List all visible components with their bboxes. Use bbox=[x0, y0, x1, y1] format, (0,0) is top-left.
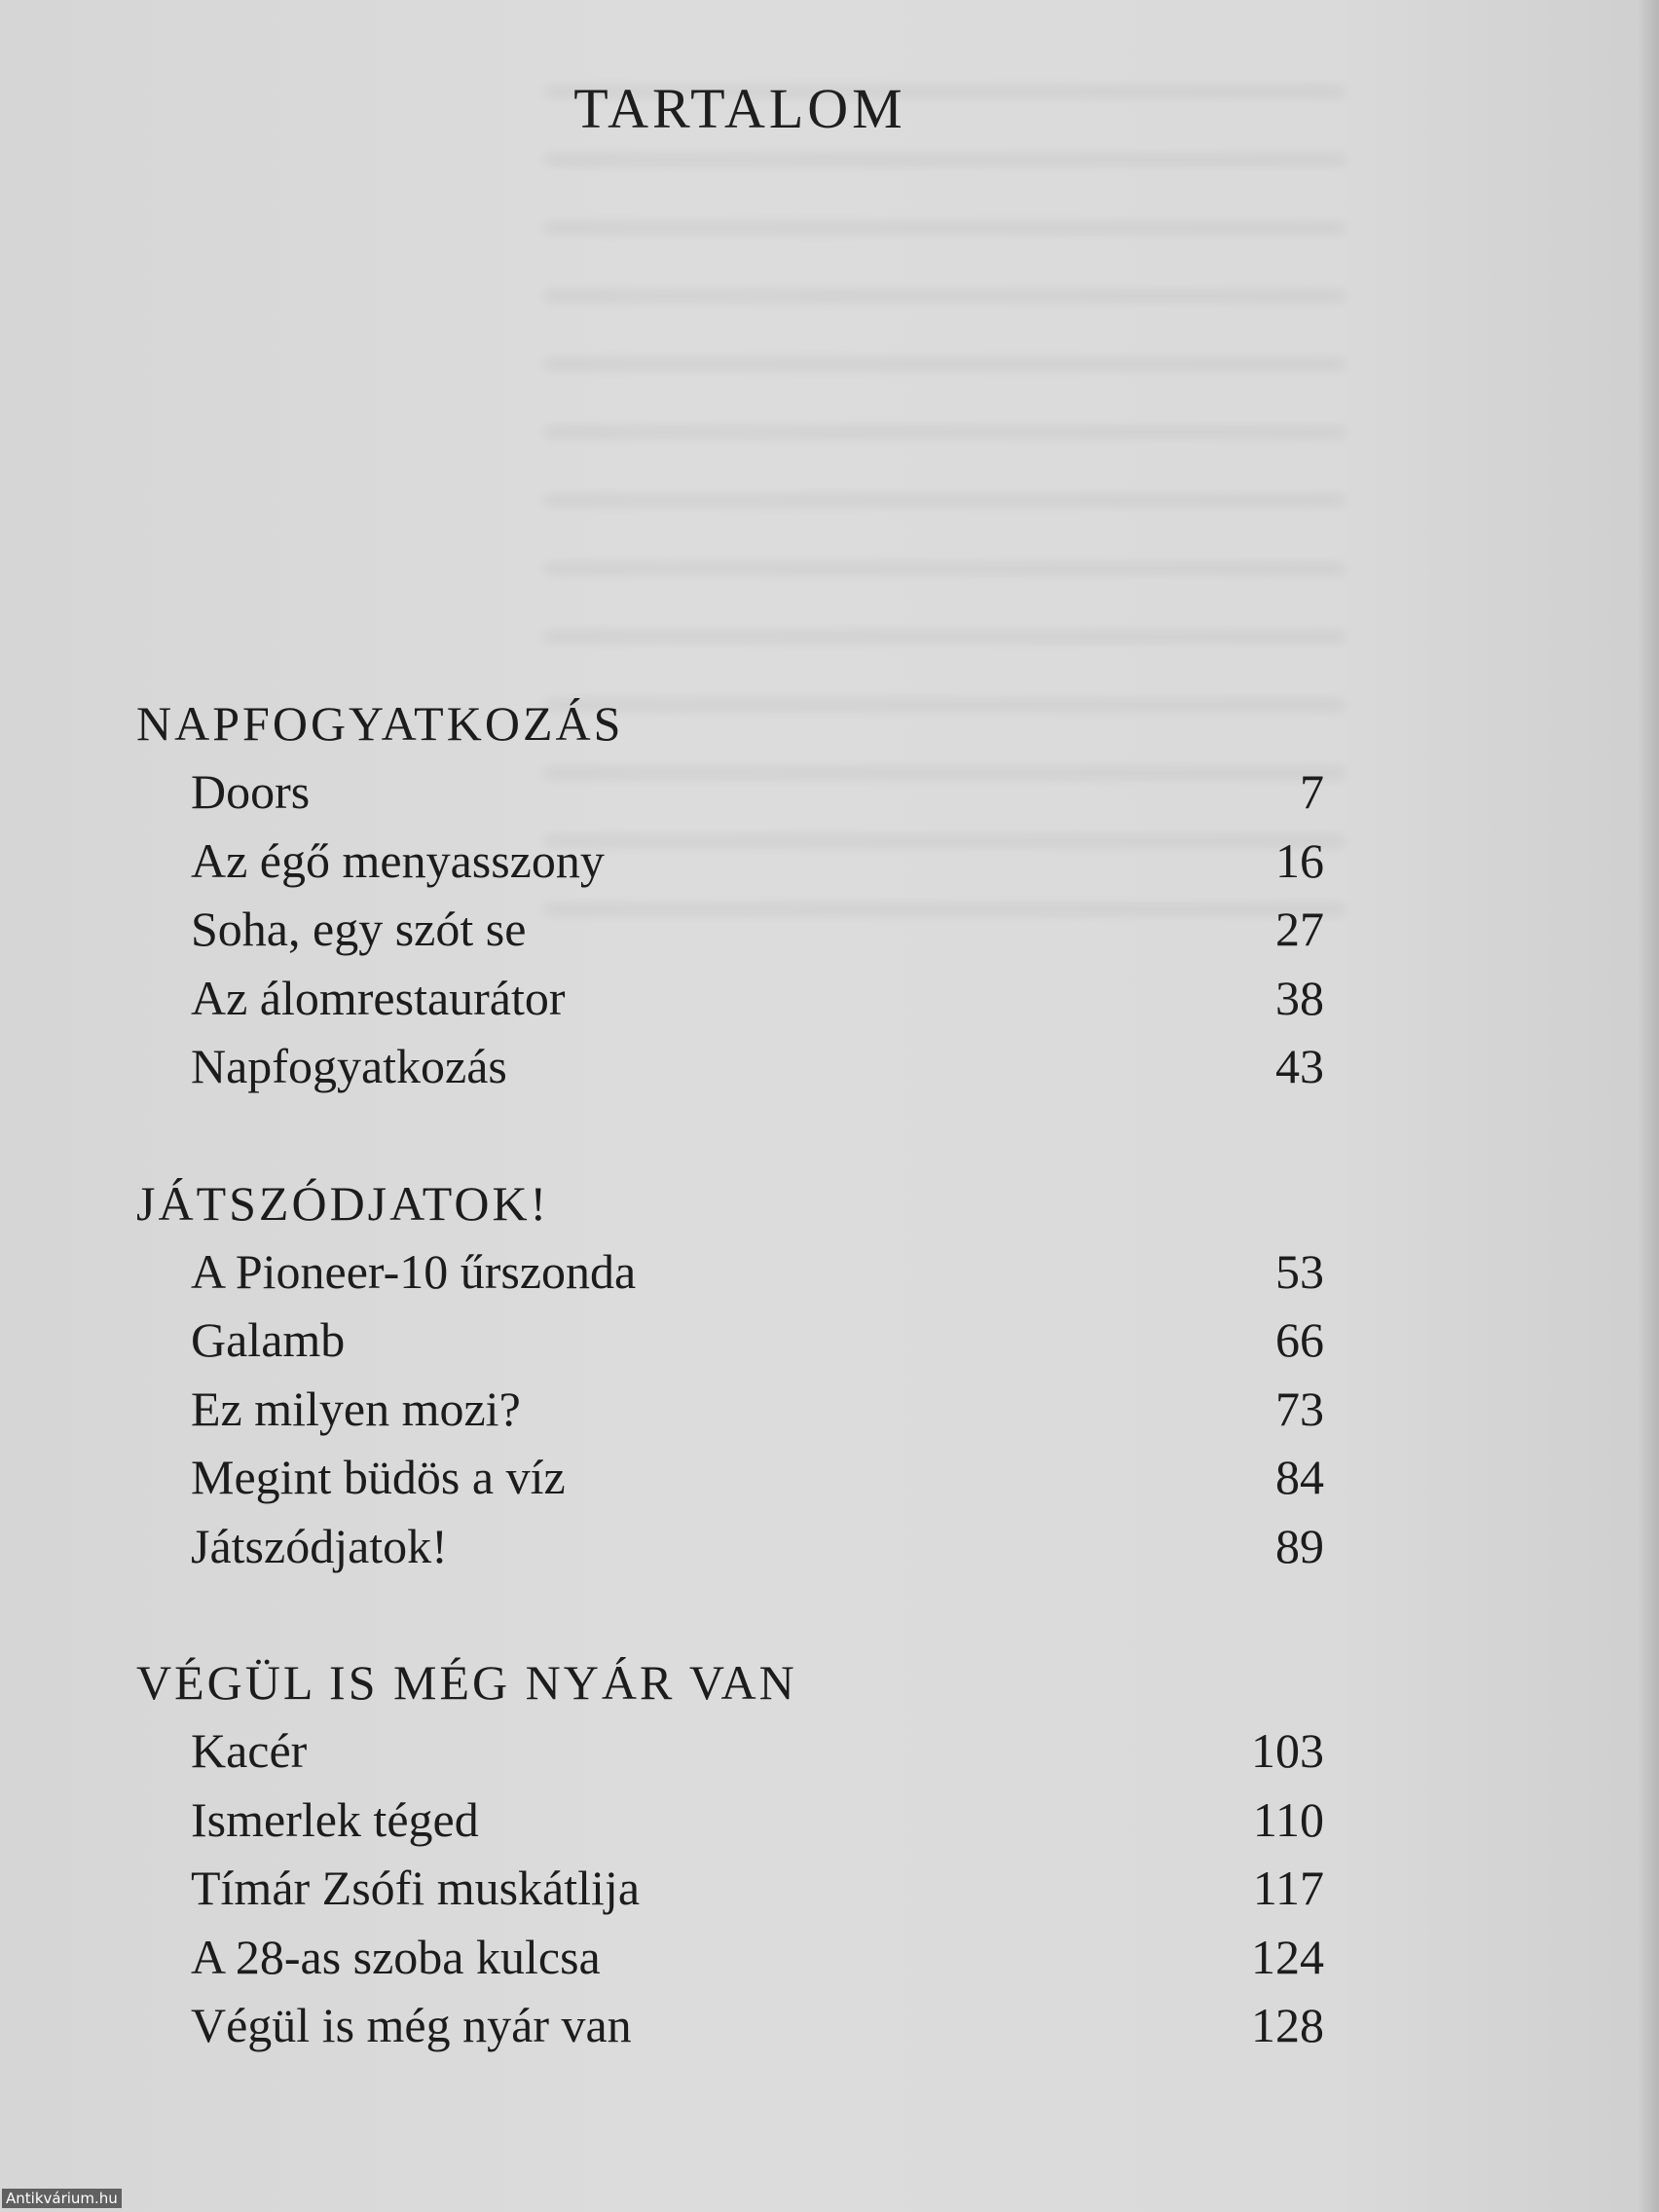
entry-title: Napfogyatkozás bbox=[191, 1039, 507, 1093]
entry-title: Az álomrestaurátor bbox=[191, 970, 566, 1025]
toc-entry bbox=[136, 1786, 1324, 1855]
section-heading: VÉGÜL IS MÉG NYÁR VAN bbox=[136, 1655, 797, 1710]
entry-title: Végül is még nyár van bbox=[191, 1998, 632, 2052]
entry-page-number: 53 bbox=[1275, 1243, 1324, 1299]
entry-title: Soha, egy szót se bbox=[191, 902, 527, 956]
entry-page-number: 89 bbox=[1275, 1518, 1324, 1573]
toc-entry bbox=[136, 1032, 1324, 1101]
entry-title: Az égő menyasszony bbox=[191, 832, 605, 888]
table-of-contents bbox=[136, 689, 1324, 2128]
entry-title: Játszódjatok! bbox=[191, 1518, 448, 1573]
toc-entry bbox=[136, 827, 1324, 896]
entry-title: Ismerlek téged bbox=[191, 1791, 479, 1847]
toc-section bbox=[136, 1169, 1324, 1581]
toc-entry bbox=[136, 1443, 1324, 1512]
page-edge-shadow bbox=[1638, 0, 1659, 2212]
entry-page-number: 73 bbox=[1275, 1381, 1324, 1436]
entry-title: Tímár Zsófi muskátlija bbox=[191, 1861, 641, 1915]
toc-entry bbox=[136, 964, 1324, 1033]
entry-page-number: 128 bbox=[1251, 1998, 1324, 2052]
toc-entry bbox=[136, 1991, 1324, 2060]
toc-entry bbox=[136, 895, 1324, 964]
toc-entry bbox=[136, 1237, 1324, 1307]
toc-section bbox=[136, 1648, 1324, 2060]
section-heading: JÁTSZÓDJATOK! bbox=[136, 1175, 550, 1231]
toc-entry bbox=[136, 1854, 1324, 1923]
entry-title: A 28-as szoba kulcsa bbox=[191, 1929, 601, 1984]
entry-page-number: 7 bbox=[1300, 764, 1324, 819]
toc-entry bbox=[136, 1306, 1324, 1375]
toc-entry bbox=[136, 1512, 1324, 1581]
entry-page-number: 38 bbox=[1275, 970, 1324, 1025]
entry-page-number: 66 bbox=[1275, 1312, 1324, 1367]
entry-page-number: 103 bbox=[1251, 1723, 1324, 1778]
entry-page-number: 110 bbox=[1252, 1791, 1324, 1847]
entry-title: Megint büdös a víz bbox=[191, 1450, 566, 1504]
entry-page-number: 117 bbox=[1252, 1861, 1324, 1915]
entry-page-number: 43 bbox=[1275, 1039, 1324, 1093]
entry-title: Galamb bbox=[191, 1312, 346, 1367]
toc-section bbox=[136, 689, 1324, 1101]
entry-title: Ez milyen mozi? bbox=[191, 1381, 521, 1436]
entry-title: A Pioneer-10 űrszonda bbox=[191, 1243, 637, 1299]
page-title: TARTALOM bbox=[573, 77, 906, 140]
toc-entry bbox=[136, 757, 1324, 827]
toc-entry bbox=[136, 1375, 1324, 1444]
entry-page-number: 124 bbox=[1251, 1929, 1324, 1984]
entry-page-number: 27 bbox=[1275, 902, 1324, 956]
entry-title: Doors bbox=[191, 764, 311, 819]
toc-entry bbox=[136, 1923, 1324, 1992]
watermark-label: Antikvárium.hu bbox=[2, 2189, 122, 2208]
entry-title: Kacér bbox=[191, 1723, 308, 1778]
entry-page-number: 84 bbox=[1275, 1450, 1324, 1504]
entry-page-number: 16 bbox=[1275, 832, 1324, 888]
toc-entry bbox=[136, 1716, 1324, 1786]
section-heading: NAPFOGYATKOZÁS bbox=[136, 696, 624, 751]
